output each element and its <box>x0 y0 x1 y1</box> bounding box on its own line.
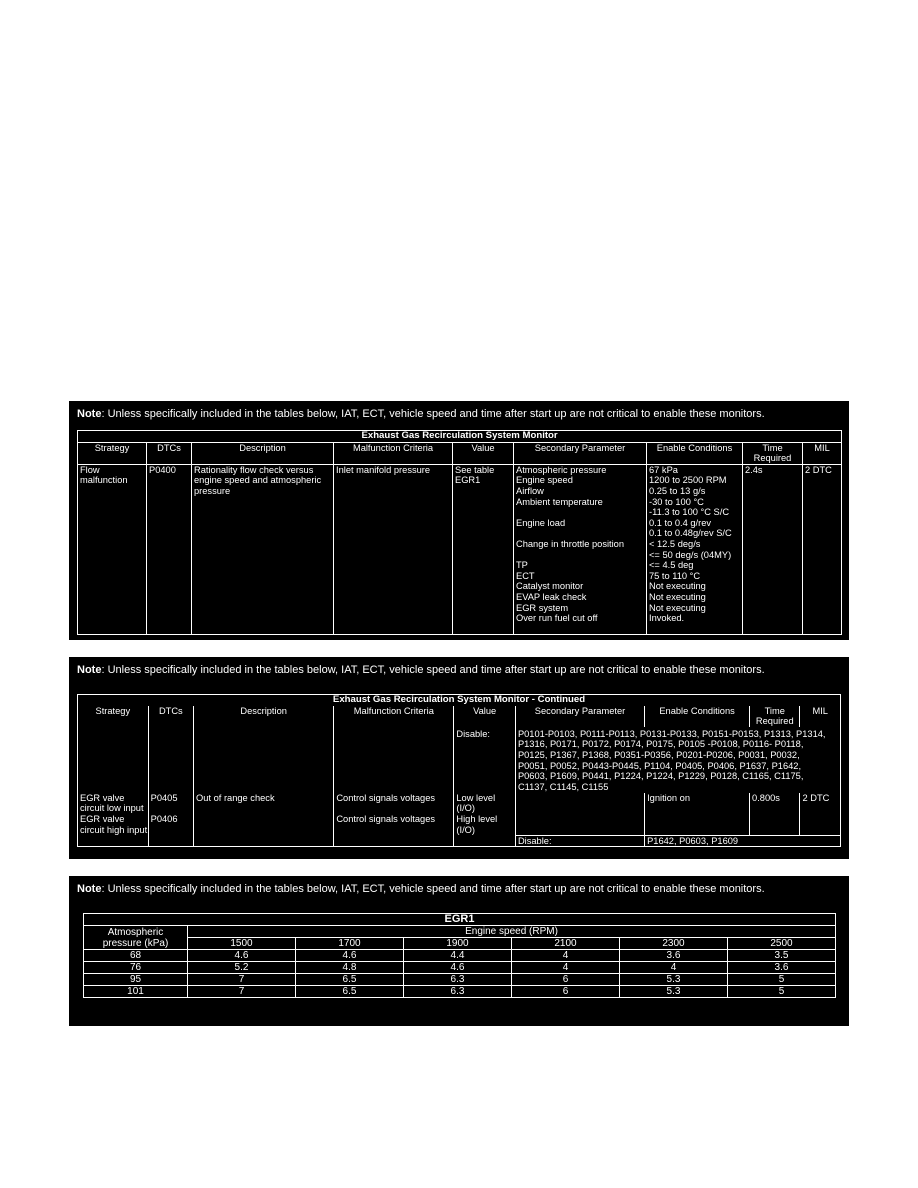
enable-conditions-cell: 67 kPa 1200 to 2500 RPM 0.25 to 13 g/s -30 to 100 °C -11.3 to 100 °C S/C 0.1 to 0.4 g/rev 0.1 to 0.48g/rev S/C < 12.5 deg/s <= 50 deg/s (04MY) <= 4.5 deg 75 to 110 °C Not executing Not executing Not executing Invoked. <box>647 464 743 634</box>
disable-label: Disable: <box>515 835 644 847</box>
time-required-cell: 0.800s <box>750 793 800 835</box>
speed-header: 2300 <box>620 938 728 950</box>
value-cell: 3.6 <box>620 950 728 962</box>
note-text: : Unless specifically included in the tables below, IAT, ECT, vehicle speed and time after start up are not critical to enable these monitors. <box>101 664 765 676</box>
table-title: Exhaust Gas Recirculation System Monitor - Continued <box>78 695 841 706</box>
row-header: Atmospheric pressure (kPa) <box>84 926 188 950</box>
strategy-cell: Flow malfunction <box>78 464 147 634</box>
col-header: Malfunction Criteria <box>334 706 454 727</box>
dtc-cell: P0406 <box>148 814 193 835</box>
value-cell: 4.6 <box>296 950 404 962</box>
description-cell: Rationality flow check versus engine speed and atmospheric pressure <box>192 464 334 634</box>
value-cell: 4.4 <box>404 950 512 962</box>
criteria-cell: Inlet manifold pressure <box>334 464 453 634</box>
col-header: Enable Conditions <box>645 706 750 727</box>
speed-header: 2500 <box>728 938 836 950</box>
table-title: EGR1 <box>84 914 836 926</box>
enable-conditions-cell: Ignition on <box>645 793 750 835</box>
value-cell: 6.3 <box>404 974 512 986</box>
egr-monitor-continued-table <box>77 694 841 847</box>
value-cell: Low level (I/O) <box>454 793 516 814</box>
mil-cell: 2 DTC <box>800 793 841 835</box>
col-header: Description <box>194 706 334 727</box>
value-cell: 7 <box>188 974 296 986</box>
egr1-panel <box>69 876 849 1026</box>
value-cell: 5 <box>728 986 836 998</box>
strategy-cell: EGR valve circuit high input <box>78 814 149 835</box>
value-cell: 4 <box>512 950 620 962</box>
note-text: : Unless specifically included in the tables below, IAT, ECT, vehicle speed and time after start up are not critical to enable these monitors. <box>101 883 765 895</box>
table-title: Exhaust Gas Recirculation System Monitor <box>78 431 842 443</box>
value-cell: 5.2 <box>188 962 296 974</box>
value-cell: 6.5 <box>296 986 404 998</box>
egr-monitor-continued-panel <box>69 657 849 859</box>
speed-header: 1700 <box>296 938 404 950</box>
table-row <box>84 962 836 974</box>
secondary-parameter-cell <box>515 793 644 835</box>
value-cell: 4 <box>620 962 728 974</box>
col-header: Enable Conditions <box>647 442 743 464</box>
speed-header: 2100 <box>512 938 620 950</box>
value-cell: 6 <box>512 974 620 986</box>
col-header: Malfunction Criteria <box>334 442 453 464</box>
col-header: Secondary Parameter <box>514 442 647 464</box>
value-cell: 5.3 <box>620 986 728 998</box>
value-cell: 6.5 <box>296 974 404 986</box>
pressure-cell: 95 <box>84 974 188 986</box>
col-header: MIL <box>803 442 842 464</box>
table-row <box>84 974 836 986</box>
col-header: Value <box>454 706 516 727</box>
egr-monitor-table <box>77 430 842 635</box>
description-cell <box>194 814 334 835</box>
value-cell: 6.3 <box>404 986 512 998</box>
speed-header: 1500 <box>188 938 296 950</box>
col-header: Strategy <box>78 442 147 464</box>
note <box>77 883 765 896</box>
value-cell: 6 <box>512 986 620 998</box>
mil-cell: 2 DTC <box>803 464 842 634</box>
egr1-table <box>83 913 836 998</box>
note <box>77 664 765 677</box>
value-cell: 4 <box>512 962 620 974</box>
table-row <box>84 986 836 998</box>
strategy-cell: EGR valve circuit low input <box>78 793 149 814</box>
dtc-cell: P0405 <box>148 793 193 814</box>
col-group-header: Engine speed (RPM) <box>188 926 836 938</box>
pressure-cell: 76 <box>84 962 188 974</box>
col-header: Time Required <box>750 706 800 727</box>
note-text: : Unless specifically included in the tables below, IAT, ECT, vehicle speed and time after start up are not critical to enable these monitors. <box>101 408 765 420</box>
col-header: DTCs <box>148 706 193 727</box>
note-label: Note <box>77 883 102 895</box>
value-cell: 4.8 <box>296 962 404 974</box>
pressure-cell: 101 <box>84 986 188 998</box>
speed-header: 1900 <box>404 938 512 950</box>
value-cell: 3.5 <box>728 950 836 962</box>
value-cell: 5.3 <box>620 974 728 986</box>
dtc-cell: P0400 <box>147 464 192 634</box>
disable-codes: P0101-P0103, P0111-P0113, P0131-P0133, P0151-P0153, P1313, P1314, P1316, P0171, P0172, P0174, P0175, P0105 -P0108, P0116- P0118, P0125, P1367, P1368, P0351-P0356, P0201-P0206, P0031, P0032, P0051, P0052, P0443-P0445, P1104, P0405, P0406, P1637, P1642, P0603, P1609, P0441, P1224, P1224, P1229, P0128, C1165, C1175, C1137, C1145, C1155 <box>515 727 840 793</box>
time-required-cell: 2.4s <box>743 464 803 634</box>
criteria-cell: Control signals voltages <box>334 814 454 835</box>
value-cell: See table EGR1 <box>453 464 514 634</box>
secondary-parameter-cell: Atmospheric pressure Engine speed Airflow Ambient temperature Engine load Change in throttle position TP ECT Catalyst monitor EVAP leak check EGR system Over run fuel cut off <box>514 464 647 634</box>
value-cell: High level (I/O) <box>454 814 516 835</box>
criteria-cell: Control signals voltages <box>334 793 454 814</box>
description-cell: Out of range check <box>194 793 334 814</box>
col-header: Time Required <box>743 442 803 464</box>
note <box>77 408 765 421</box>
value-cell: 4.6 <box>404 962 512 974</box>
col-header: MIL <box>800 706 841 727</box>
col-header: Strategy <box>78 706 149 727</box>
value-cell: 3.6 <box>728 962 836 974</box>
value-cell: 4.6 <box>188 950 296 962</box>
col-header: Description <box>192 442 334 464</box>
col-header: DTCs <box>147 442 192 464</box>
pressure-cell: 68 <box>84 950 188 962</box>
col-header: Secondary Parameter <box>515 706 644 727</box>
note-label: Note <box>77 664 102 676</box>
value-cell: 5 <box>728 974 836 986</box>
col-header: Value <box>453 442 514 464</box>
egr-monitor-panel <box>69 401 849 640</box>
disable-label: Disable: <box>454 727 516 793</box>
table-row <box>84 950 836 962</box>
disable-codes: P1642, P0603, P1609 <box>645 835 841 847</box>
note-label: Note <box>77 408 102 420</box>
value-cell: 7 <box>188 986 296 998</box>
